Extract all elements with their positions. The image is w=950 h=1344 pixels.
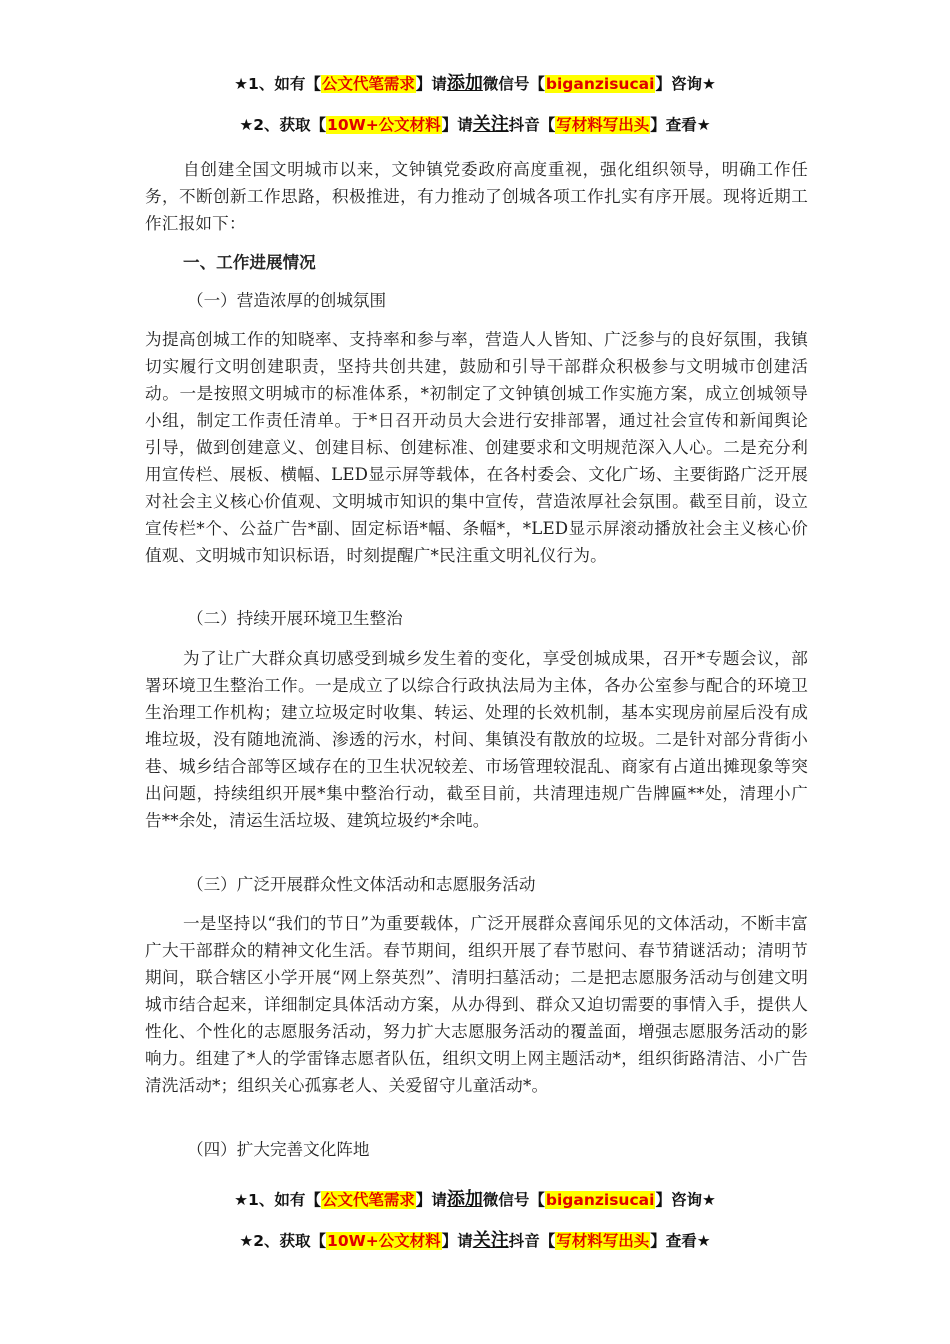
section-heading: 一、工作进展情况 [183, 253, 316, 272]
ad-text: 】请 [415, 75, 447, 93]
intro-block [145, 156, 808, 237]
subsection-title: （三）广泛开展群众性文体活动和志愿服务活动 [187, 875, 536, 894]
ad-text: 抖音【 [508, 1232, 556, 1250]
subsection-title: （二）持续开展环境卫生整治 [187, 609, 403, 628]
ad-banner-bottom-2 [0, 1226, 950, 1252]
subsection-4-title-block [145, 1136, 808, 1163]
ad-emphasis: 添加 [446, 1189, 483, 1210]
subsection-body: 为提高创城工作的知晓率、支持率和参与率，营造人人皆知、广泛参与的良好氛围，我镇切实履行文明创建职责，坚持共创共建，鼓励和引导干部群众积极参与文明城市创建活动。一是按照文明城市的标准体系，*初制定了文钟镇创城工作实施方案，成立创城领导小组，制定工作责任清单。于*日召开动员大会进行安排部署，通过社会宣传和新闻舆论引导，做到创建意义、创建目标、创建标准、创建要求和文明规范深入人心。二是充分利用宣传栏、展板、横幅、LED显示屏等载体，在各村委会、文化广场、主要街路广泛开展对社会主义核心价值观、文明城市知识的集中宣传，营造浓厚社会氛围。截至目前，设立宣传栏*个、公益广告*副、固定标语*幅、条幅*，*LED显示屏滚动播放社会主义核心价值观、文明城市知识标语，时刻提醒广*民注重文明礼仪行为。 [145, 330, 808, 565]
ad-text: ★1、如有【 [234, 1191, 321, 1209]
ad-highlight: 公文代笔需求 [321, 1191, 415, 1209]
subsection-2-body-block [145, 645, 808, 834]
ad-highlight: 10W+公文材料 [327, 1232, 441, 1250]
ad-text: 】请 [415, 1191, 447, 1209]
ad-text: 】咨询★ [655, 75, 716, 93]
ad-text: 】请 [441, 116, 473, 134]
ad-emphasis: 关注 [472, 114, 509, 135]
subsection-title: （一）营造浓厚的创城氛围 [187, 291, 387, 310]
ad-banner-bottom-1 [0, 1185, 950, 1211]
ad-text: 】请 [441, 1232, 473, 1250]
ad-text: 】咨询★ [655, 1191, 716, 1209]
intro-paragraph: 自创建全国文明城市以来，文钟镇党委政府高度重视，强化组织领导，明确工作任务，不断创新工作思路，积极推进，有力推动了创城各项工作扎实有序开展。现将近期工作汇报如下： [145, 160, 808, 233]
ad-emphasis: 关注 [472, 1230, 509, 1251]
subsection-title: （四）扩大完善文化阵地 [187, 1140, 370, 1159]
ad-text: 微信号【 [482, 1191, 545, 1209]
subsection-body: 为了让广大群众真切感受到城乡发生着的变化，享受创城成果，召开*专题会议，部署环境卫生整治工作。一是成立了以综合行政执法局为主体，各办公室参与配合的环境卫生治理工作机构；建立垃圾定时收集、转运、处理的长效机制，基本实现房前屋后没有成堆垃圾，没有随地流淌、渗透的污水，村间、集镇没有散放的垃圾。二是针对部分背街小巷、城乡结合部等区域存在的卫生状况较差、市场管理较混乱、商家有占道出摊现象等突出问题，持续组织开展*集中整治行动，截至目前，共清理违规广告牌匾**处，清理小广告**余处，清运生活垃圾、建筑垃圾约*余吨。 [145, 649, 808, 830]
ad-highlight: biganzisucai [545, 75, 655, 93]
ad-highlight: biganzisucai [545, 1191, 655, 1209]
ad-banner-top-1 [0, 69, 950, 95]
ad-highlight: 写材料写出头 [556, 116, 650, 134]
ad-text: 抖音【 [508, 116, 556, 134]
ad-banner-top-2 [0, 110, 950, 136]
ad-highlight: 写材料写出头 [556, 1232, 650, 1250]
ad-text: ★2、获取【 [239, 1232, 327, 1250]
subsection-body: 一是坚持以“我们的节日”为重要载体，广泛开展群众喜闻乐见的文体活动，不断丰富广大干部群众的精神文化生活。春节期间，组织开展了春节慰问、春节猜谜活动；清明节期间，联合辖区小学开展“网上祭英烈”、清明扫墓活动；二是把志愿服务活动与创建文明城市结合起来，详细制定具体活动方案，从办得到、群众又迫切需要的事情入手，提供人性化、个性化的志愿服务活动，努力扩大志愿服务活动的覆盖面，增强志愿服务活动的影响力。组建了*人的学雷锋志愿者队伍，组织文明上网主题活动*，组织街路清洁、小广告清洗活动*；组织关心孤寡老人、关爱留守儿童活动*。 [145, 914, 808, 1095]
ad-highlight: 公文代笔需求 [321, 75, 415, 93]
ad-text: 】查看★ [650, 116, 711, 134]
ad-highlight: 10W+公文材料 [327, 116, 441, 134]
subsection-1-body-block [145, 326, 808, 569]
ad-text: ★1、如有【 [234, 75, 321, 93]
subsection-1-title-block [145, 287, 808, 314]
ad-text: 】查看★ [650, 1232, 711, 1250]
subsection-2-title-block [145, 605, 808, 632]
ad-text: ★2、获取【 [239, 116, 327, 134]
subsection-3-title-block [145, 871, 808, 898]
subsection-3-body-block [145, 910, 808, 1099]
section-1 [145, 249, 808, 276]
ad-emphasis: 添加 [446, 73, 483, 94]
ad-text: 微信号【 [482, 75, 545, 93]
